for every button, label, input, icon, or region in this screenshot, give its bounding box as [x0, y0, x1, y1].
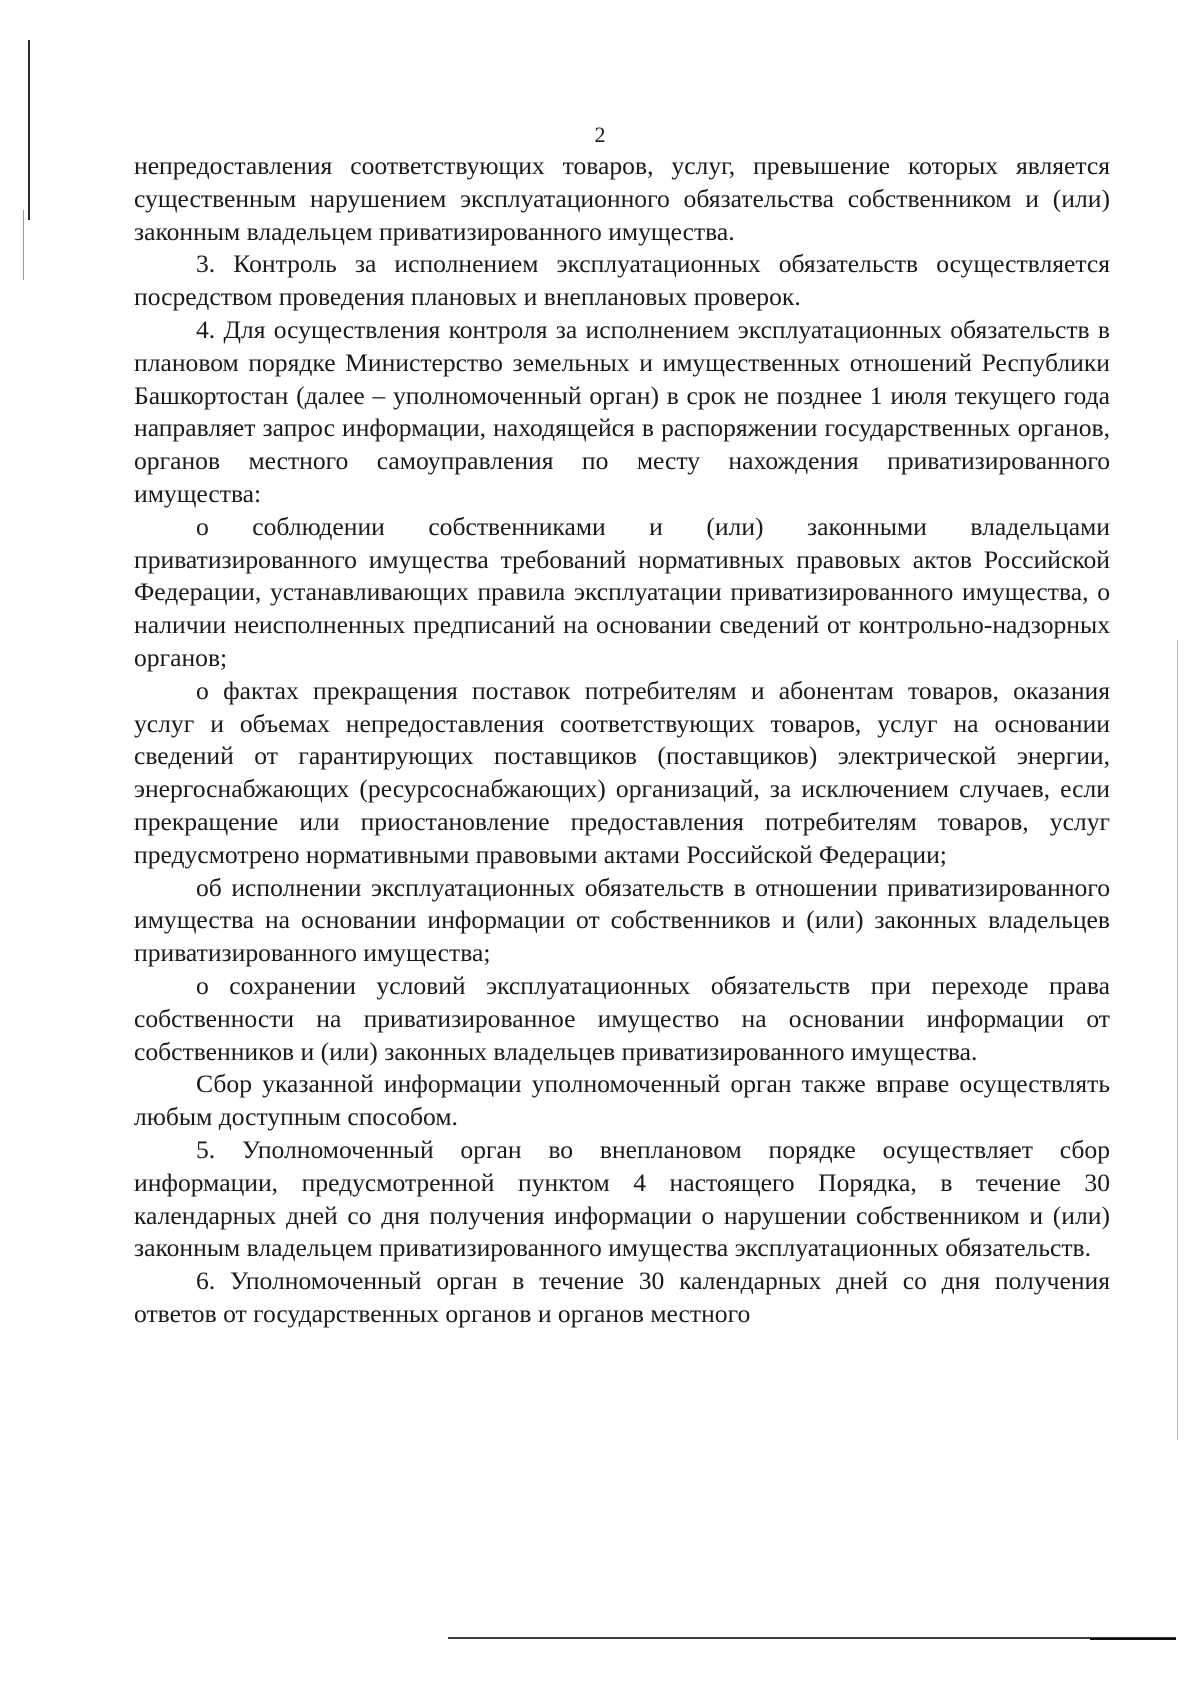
paragraph-item-ownership-transfer: о сохранении условий эксплуатационных обязательств при переходе права собственности на приватизированное имущество на основании информации от собственников и (или) законных владельцев приватизированного имущества. — [134, 970, 1110, 1066]
paragraph-item-compliance: о соблюдении собственниками и (или) законными владельцами приватизированного имущества требований нормативных правовых актов Российской Федерации, устанавливающих правила эксплуатации приватизированного имущества, о наличии неисполненных предписаний на основании сведений от контрольно-надзорных органов; — [134, 511, 1110, 672]
bottom-rule — [1090, 1638, 1176, 1640]
paragraph-collection: Сбор указанной информации уполномоченный орган также вправе осуществлять любым доступным способом. — [134, 1069, 1110, 1132]
paragraph-clause-6: 6. Уполномоченный орган в течение 30 календарных дней со дня получения ответов от государственных органов и органов местного — [134, 1266, 1110, 1328]
document-body — [134, 150, 1110, 1331]
scan-edge-mark — [23, 210, 24, 280]
paragraph-clause-4: 4. Для осуществления контроля за исполнением эксплуатационных обязательств в плановом порядке Министерство земельных и имущественных отношений Республики Башкортостан (далее – уполномоченный орган) в срок не позднее 1 июля текущего года направляет запрос информации, находящейся в распоряжении государственных органов, органов местного самоуправления по месту нахождения приватизированного имущества: — [134, 314, 1110, 508]
bottom-rule — [448, 1637, 1176, 1639]
page-number: 2 — [594, 122, 606, 147]
scan-edge-mark — [1177, 640, 1178, 1440]
paragraph-clause-3: 3. Контроль за исполнением эксплуатационных обязательств осуществляется посредством проведения плановых и внеплановых проверок. — [134, 249, 1110, 312]
paragraph-item-supply-termination: о фактах прекращения поставок потребителям и абонентам товаров, оказания услуг и объемах непредоставления соответствующих товаров, услуг на основании сведений от гарантирующих поставщиков (поставщиков) электрической энергии, энергоснабжающих (ресурсоснабжающих) организаций, за исключением случаев, если прекращение или приостановление предоставления потребителям товаров, услуг предусмотрено нормативными правовыми актами Российской Федерации; — [134, 675, 1110, 869]
paragraph-continuation: непредоставления соответствующих товаров, услуг, превышение которых является существенным нарушением эксплуатационного обязательства собственником и (или) законным владельцем приватизированного имущества. — [134, 151, 1110, 246]
paragraph-item-obligations: об исполнении эксплуатационных обязательств в отношении приватизированного имущества на основании информации от собственников и (или) законных владельцев приватизированного имущества; — [134, 872, 1110, 968]
paragraph-clause-5: 5. Уполномоченный орган во внеплановом порядке осуществляет сбор информации, предусмотренной пунктом 4 настоящего Порядка, в течение 30 календарных дней со дня получения информации о нарушении собственником и (или) законным владельцем приватизированного имущества эксплуатационных обязательств. — [134, 1134, 1110, 1263]
